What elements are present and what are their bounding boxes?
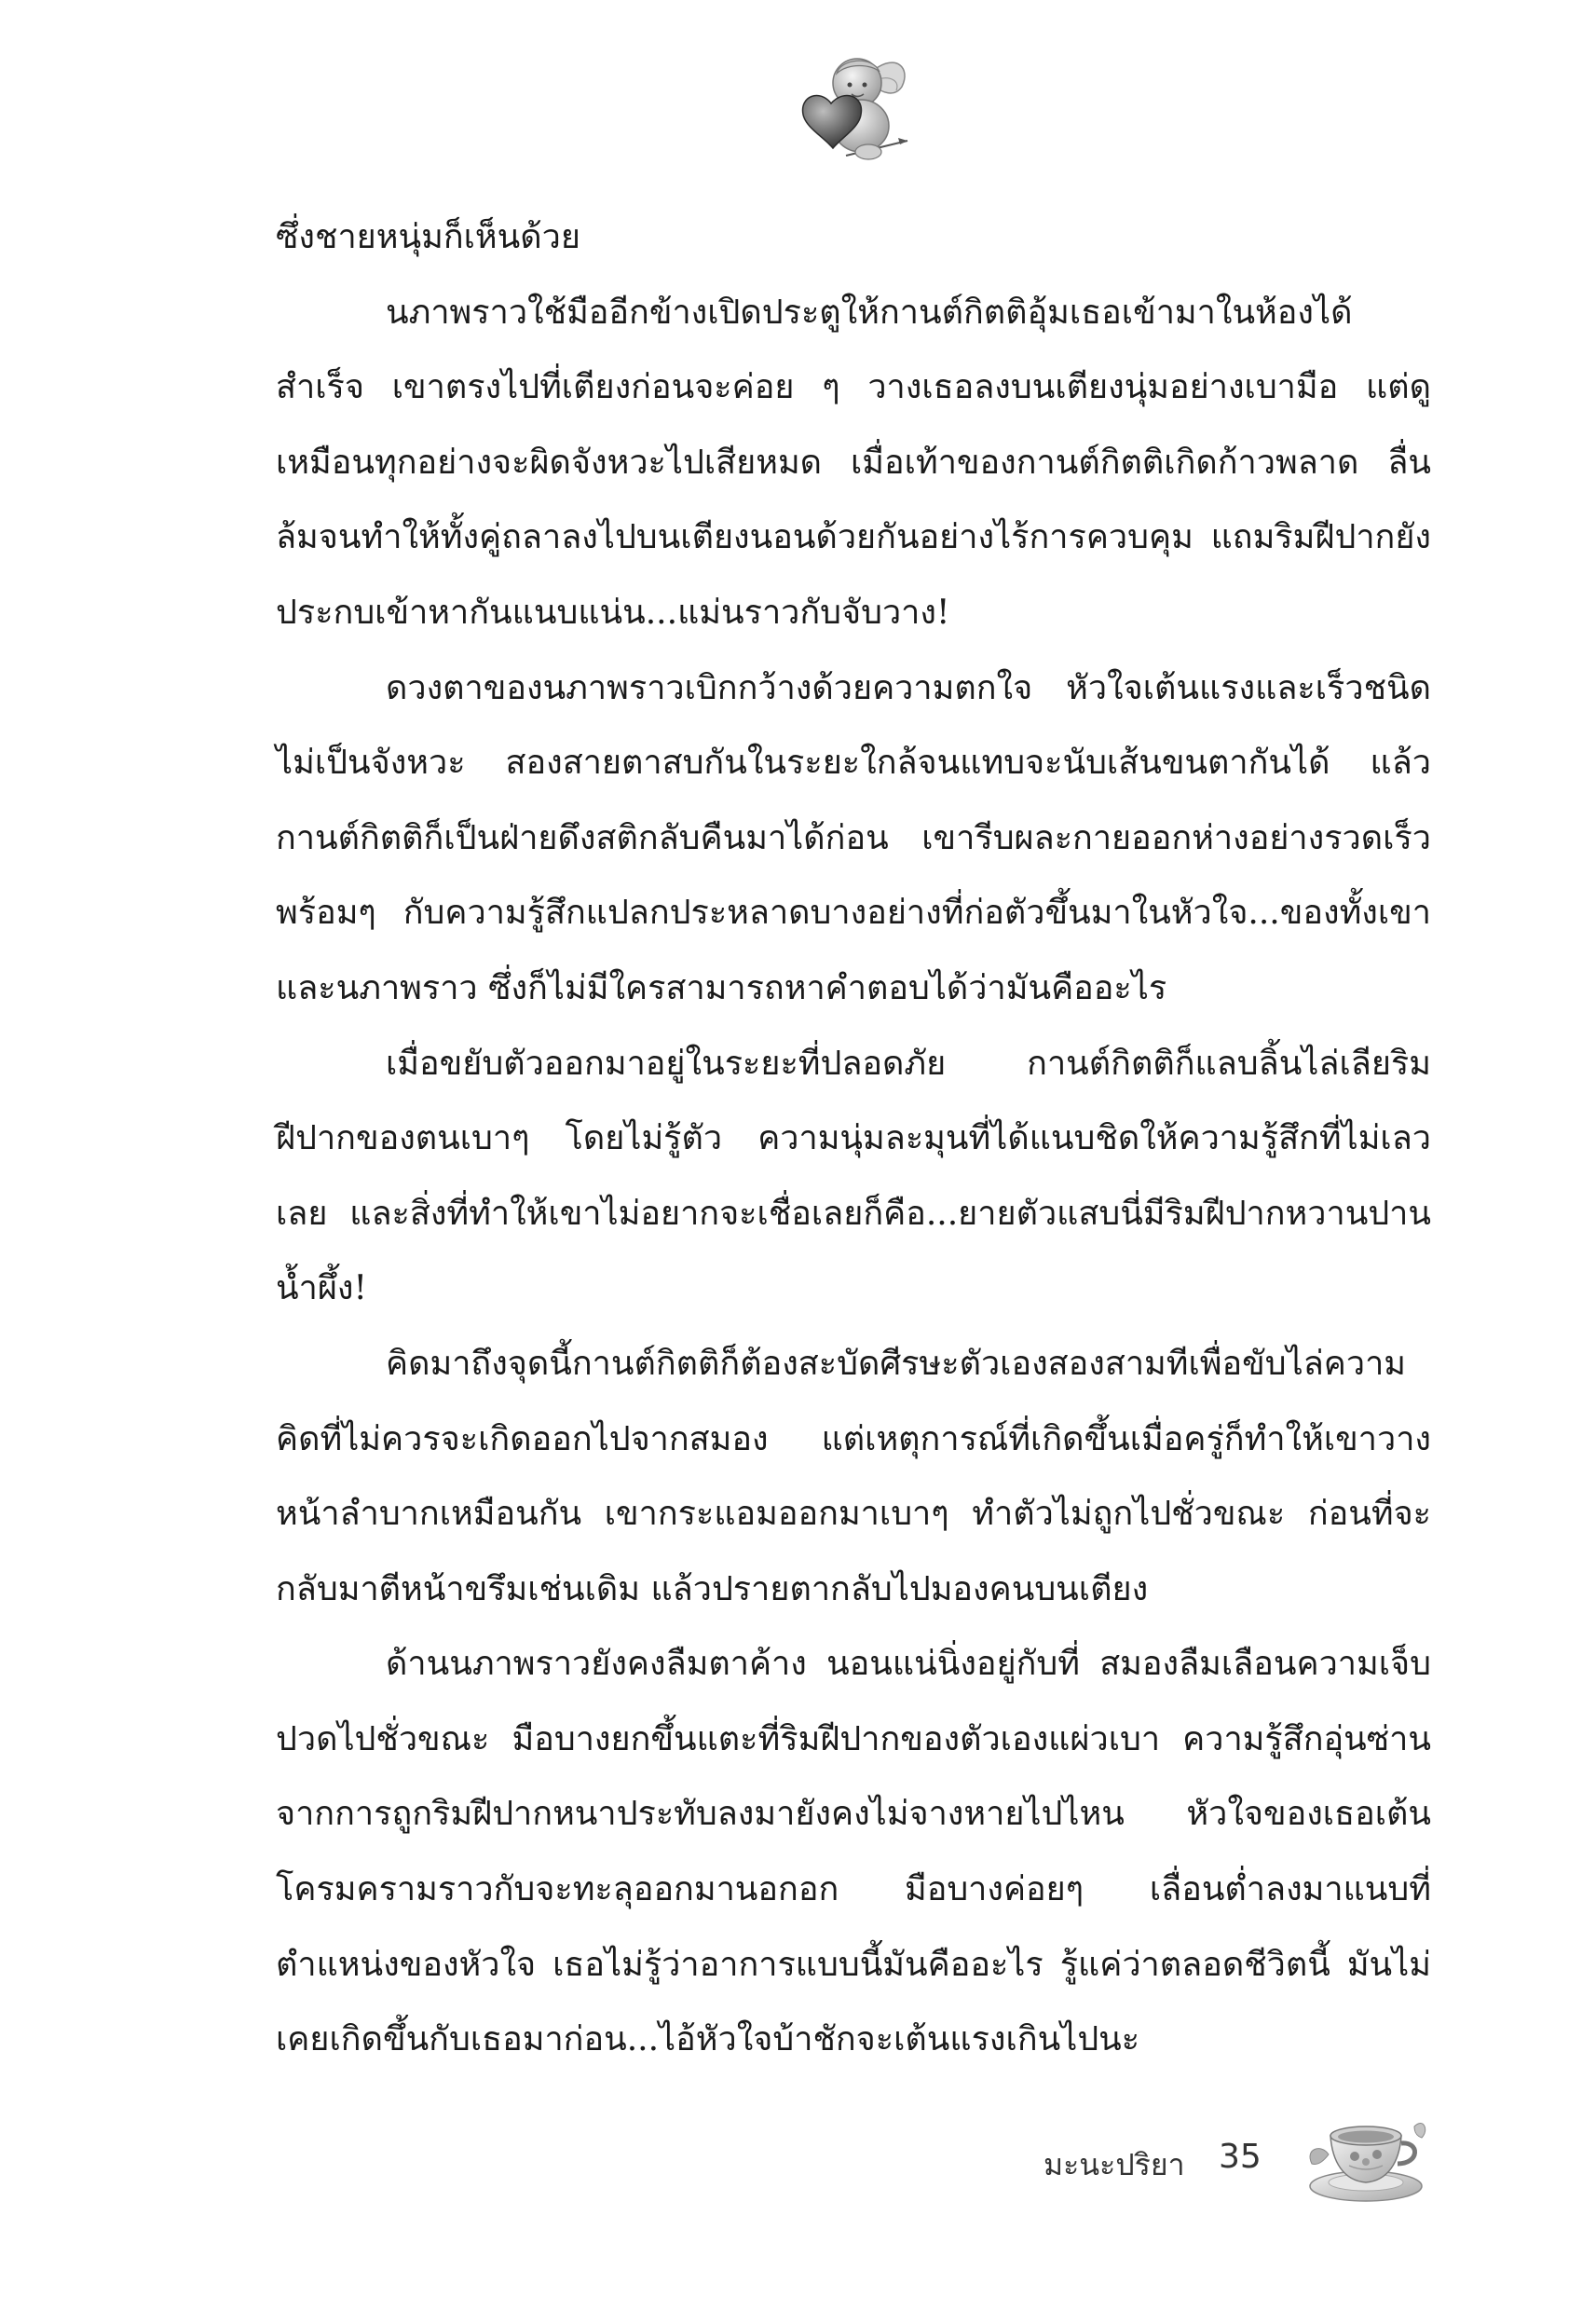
paragraph: ดวงตาของนภาพราวเบิกกว้างด้วยความตกใจ หัวใจเต้นแรงและเร็วชนิดไม่เป็นจังหวะ สองสายตาสบกันในระยะใกล้จนแทบจะนับเส้นขนตากันได้ แล้วกานต์กิตติก็เป็นฝ่ายดึงสติกลับคืนมาได้ก่อน เขารีบผละกายออกห่างอย่างรวดเร็ว พร้อมๆ กับความรู้สึกแปลกประหลาดบางอย่างที่ก่อตัวขึ้นมาในหัวใจ...ของทั้งเขาและนภาพราว ซึ่งก็ไม่มีใครสามารถหาคำตอบได้ว่ามันคืออะไร xyxy=(276,668,1431,1007)
paragraph: เมื่อขยับตัวออกมาอยู่ในระยะที่ปลอดภัย กานต์กิตติก็แลบลิ้นไล่เลียริมฝีปากของตนเบาๆ โดยไม่รู้ตัว ความนุ่มละมุนที่ได้แนบชิดให้ความรู้สึกที่ไม่เลวเลย และสิ่งที่ทำให้เขาไม่อยากจะเชื่อเลยก็คือ...ยายตัวแสบนี่มีริมฝีปากหวานปานน้ำผึ้ง! xyxy=(276,1044,1431,1308)
paragraph: ซึ่งชายหนุ่มก็เห็นด้วย xyxy=(276,218,580,256)
footer-author: มะนะปริยา xyxy=(1044,2147,1185,2182)
paragraph: คิดมาถึงจุดนี้กานต์กิตติก็ต้องสะบัดศีรษะตัวเองสองสามทีเพื่อขับไล่ความคิดที่ไม่ควรจะเกิดออกไปจากสมอง แต่เหตุการณ์ที่เกิดขึ้นเมื่อครู่ก็ทำให้เขาวางหน้าลำบากเหมือนกัน เขากระแอมออกมาเบาๆ ทำตัวไม่ถูกไปชั่วขณะ ก่อนที่จะกลับมาตีหน้าขรึมเช่นเดิม แล้วปรายตากลับไปมองคนบนเตียง xyxy=(276,1344,1431,1608)
body-text xyxy=(276,200,1431,2078)
teacup-icon xyxy=(1304,2108,1430,2206)
paragraph: ด้านนภาพราวยังคงลืมตาค้าง นอนแน่นิ่งอยู่กับที่ สมองลืมเลือนความเจ็บปวดไปชั่วขณะ มือบางยกขึ้นแตะที่ริมฝีปากของตัวเองแผ่วเบา ความรู้สึกอุ่นซ่านจากการถูกริมฝีปากหนาประทับลงมายังคงไม่จางหายไปไหน หัวใจของเธอเต้นโครมครามราวกับจะทะลุออกมานอกอก มือบางค่อยๆ เลื่อนต่ำลงมาแนบที่ตำแหน่งของหัวใจ เธอไม่รู้ว่าอาการแบบนี้มันคืออะไร รู้แค่ว่าตลอดชีวิตนี้ มันไม่เคยเกิดขึ้นกับเธอมาก่อน...ไอ้หัวใจบ้าชักจะเต้นแรงเกินไปนะ xyxy=(276,1645,1431,2059)
cupid-with-heart-icon xyxy=(792,51,913,168)
paragraph: นภาพราวใช้มืออีกข้างเปิดประตูให้กานต์กิตติอุ้มเธอเข้ามาในห้องได้สำเร็จ เขาตรงไปที่เตียงก่อนจะค่อย ๆ วางเธอลงบนเตียงนุ่มอย่างเบามือ แต่ดูเหมือนทุกอย่างจะผิดจังหวะไปเสียหมด เมื่อเท้าของกานต์กิตติเกิดก้าวพลาด ลื่นล้มจนทำให้ทั้งคู่ถลาลงไปบนเตียงนอนด้วยกันอย่างไร้การควบคุม แถมริมฝีปากยังประกบเข้าหากันแนบแน่น...แม่นราวกับจับวาง! xyxy=(276,293,1431,632)
page-number: 35 xyxy=(1219,2138,1262,2176)
